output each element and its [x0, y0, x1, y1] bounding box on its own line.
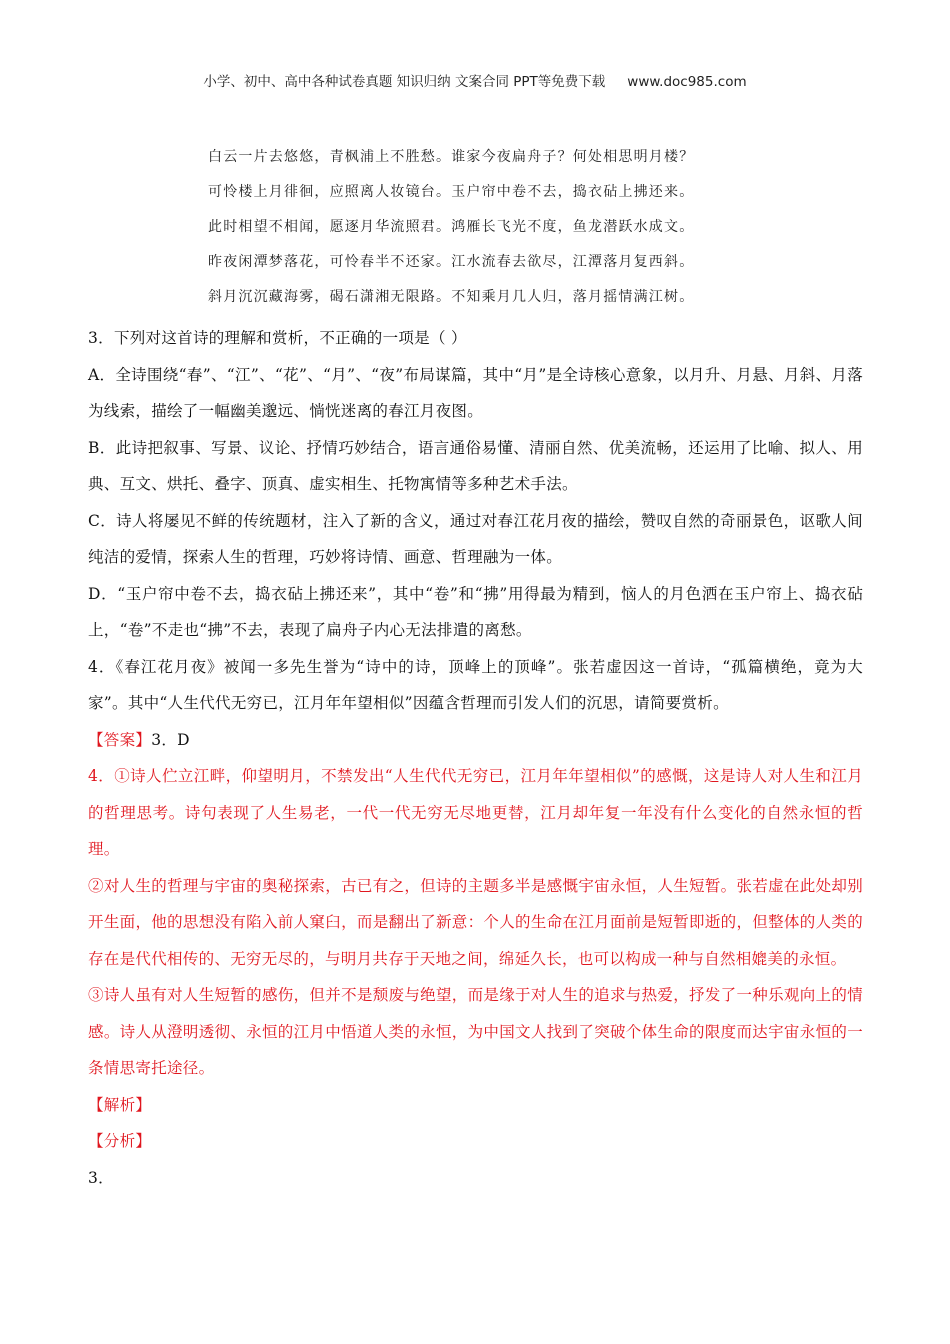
poem-excerpt: [208, 145, 768, 320]
answer-q4-paragraph-3: ③诗人虽有对人生短暂的感伤，但并不是颓废与绝望，而是缘于对人生的追求与热爱，抒发了一种乐观向上的情感。诗人从澄明透彻、永恒的江月中悟道人类的永恒，为中国文人找到了突破个体生命的限度而达宇宙永恒的一条情思寄托途径。: [88, 986, 863, 1077]
option-a: A．全诗围绕“春”、“江”、“花”、“月”、“夜”布局谋篇，其中“月”是全诗核心意象，以月升、月悬、月斜、月落为线索，描绘了一幅幽美邈远、惝恍迷离的春江月夜图。: [88, 365, 863, 420]
analysis-sub-label: 【分析】: [88, 1132, 152, 1150]
analysis-q3-start: 3．: [88, 1168, 114, 1187]
answer-label: 【答案】: [88, 730, 152, 749]
answer-heading: [88, 722, 863, 759]
answer-q4-paragraph-2: ②对人生的哲理与宇宙的奥秘探索，古已有之，但诗的主题多半是感慨宇宙永恒，人生短暂。张若虚在此处却别开生面，他的思想没有陷入前人窠臼，而是翻出了新意：个人的生命在江月面前是短暂即逝的，但整体的人类的存在是代代相传的、无穷无尽的，与明月共存于天地之间，绵延久长，也可以构成一种与自然相媲美的永恒。: [88, 876, 863, 968]
page-header: [0, 70, 950, 90]
question-3-stem: 3．下列对这首诗的理解和赏析，不正确的一项是（ ）: [88, 329, 467, 347]
option-c: C．诗人将屡见不鲜的传统题材，注入了新的含义，通过对春江花月夜的描绘，赞叹自然的奇丽景色，讴歌人间纯洁的爱情，探索人生的哲理，巧妙将诗情、画意、哲理融为一体。: [88, 511, 863, 566]
analysis-label: 【解析】: [88, 1095, 152, 1114]
header-url[interactable]: www.doc985.com: [627, 74, 747, 90]
answer-q3: 3．D: [151, 730, 190, 749]
poem-line: 白云一片去悠悠，青枫浦上不胜愁。谁家今夜扁舟子？何处相思明月楼？: [208, 149, 695, 165]
option-d: D．“玉户帘中卷不去，捣衣砧上拂还来”，其中“卷”和“拂”用得最为精到，恼人的月色洒在玉户帘上、捣衣砧上，“卷”不走也“拂”不去，表现了扁舟子内心无法排遣的离愁。: [88, 584, 863, 639]
header-text: 小学、初中、高中各种试卷真题 知识归纳 文案合同 PPT等免费下载: [203, 74, 606, 90]
answer-q4-paragraph-1: 4．①诗人伫立江畔，仰望明月，不禁发出“人生代代无穷已，江月年年望相似”的感慨，这是诗人对人生和江月的哲理思考。诗句表现了人生易老，一代一代无穷无尽地更替，江月却年复一年没有什么变化的自然永恒的哲理。: [88, 767, 863, 858]
poem-line: 此时相望不相闻，愿逐月华流照君。鸿雁长飞光不度，鱼龙潜跃水成文。: [208, 219, 695, 235]
question-4-stem: 4．《春江花月夜》被闻一多先生誉为“诗中的诗，顶峰上的顶峰”。张若虚因这一首诗，“孤篇横绝，竟为大家”。其中“人生代代无穷已，江月年年望相似”因蕴含哲理而引发人们的沉思，请简要赏析。: [88, 657, 863, 712]
question-content: [88, 320, 863, 1196]
poem-line: 可怜楼上月徘徊，应照离人妆镜台。玉户帘中卷不去，捣衣砧上拂还来。: [208, 184, 695, 200]
poem-line: 昨夜闲潭梦落花，可怜春半不还家。江水流春去欲尽，江潭落月复西斜。: [208, 254, 695, 270]
option-b: B．此诗把叙事、写景、议论、抒情巧妙结合，语言通俗易懂、清丽自然、优美流畅，还运用了比喻、拟人、用典、互文、烘托、叠字、顶真、虚实相生、托物寓情等多种艺术手法。: [88, 438, 863, 493]
poem-line: 斜月沉沉藏海雾，碣石潇湘无限路。不知乘月几人归，落月摇情满江树。: [208, 289, 695, 305]
